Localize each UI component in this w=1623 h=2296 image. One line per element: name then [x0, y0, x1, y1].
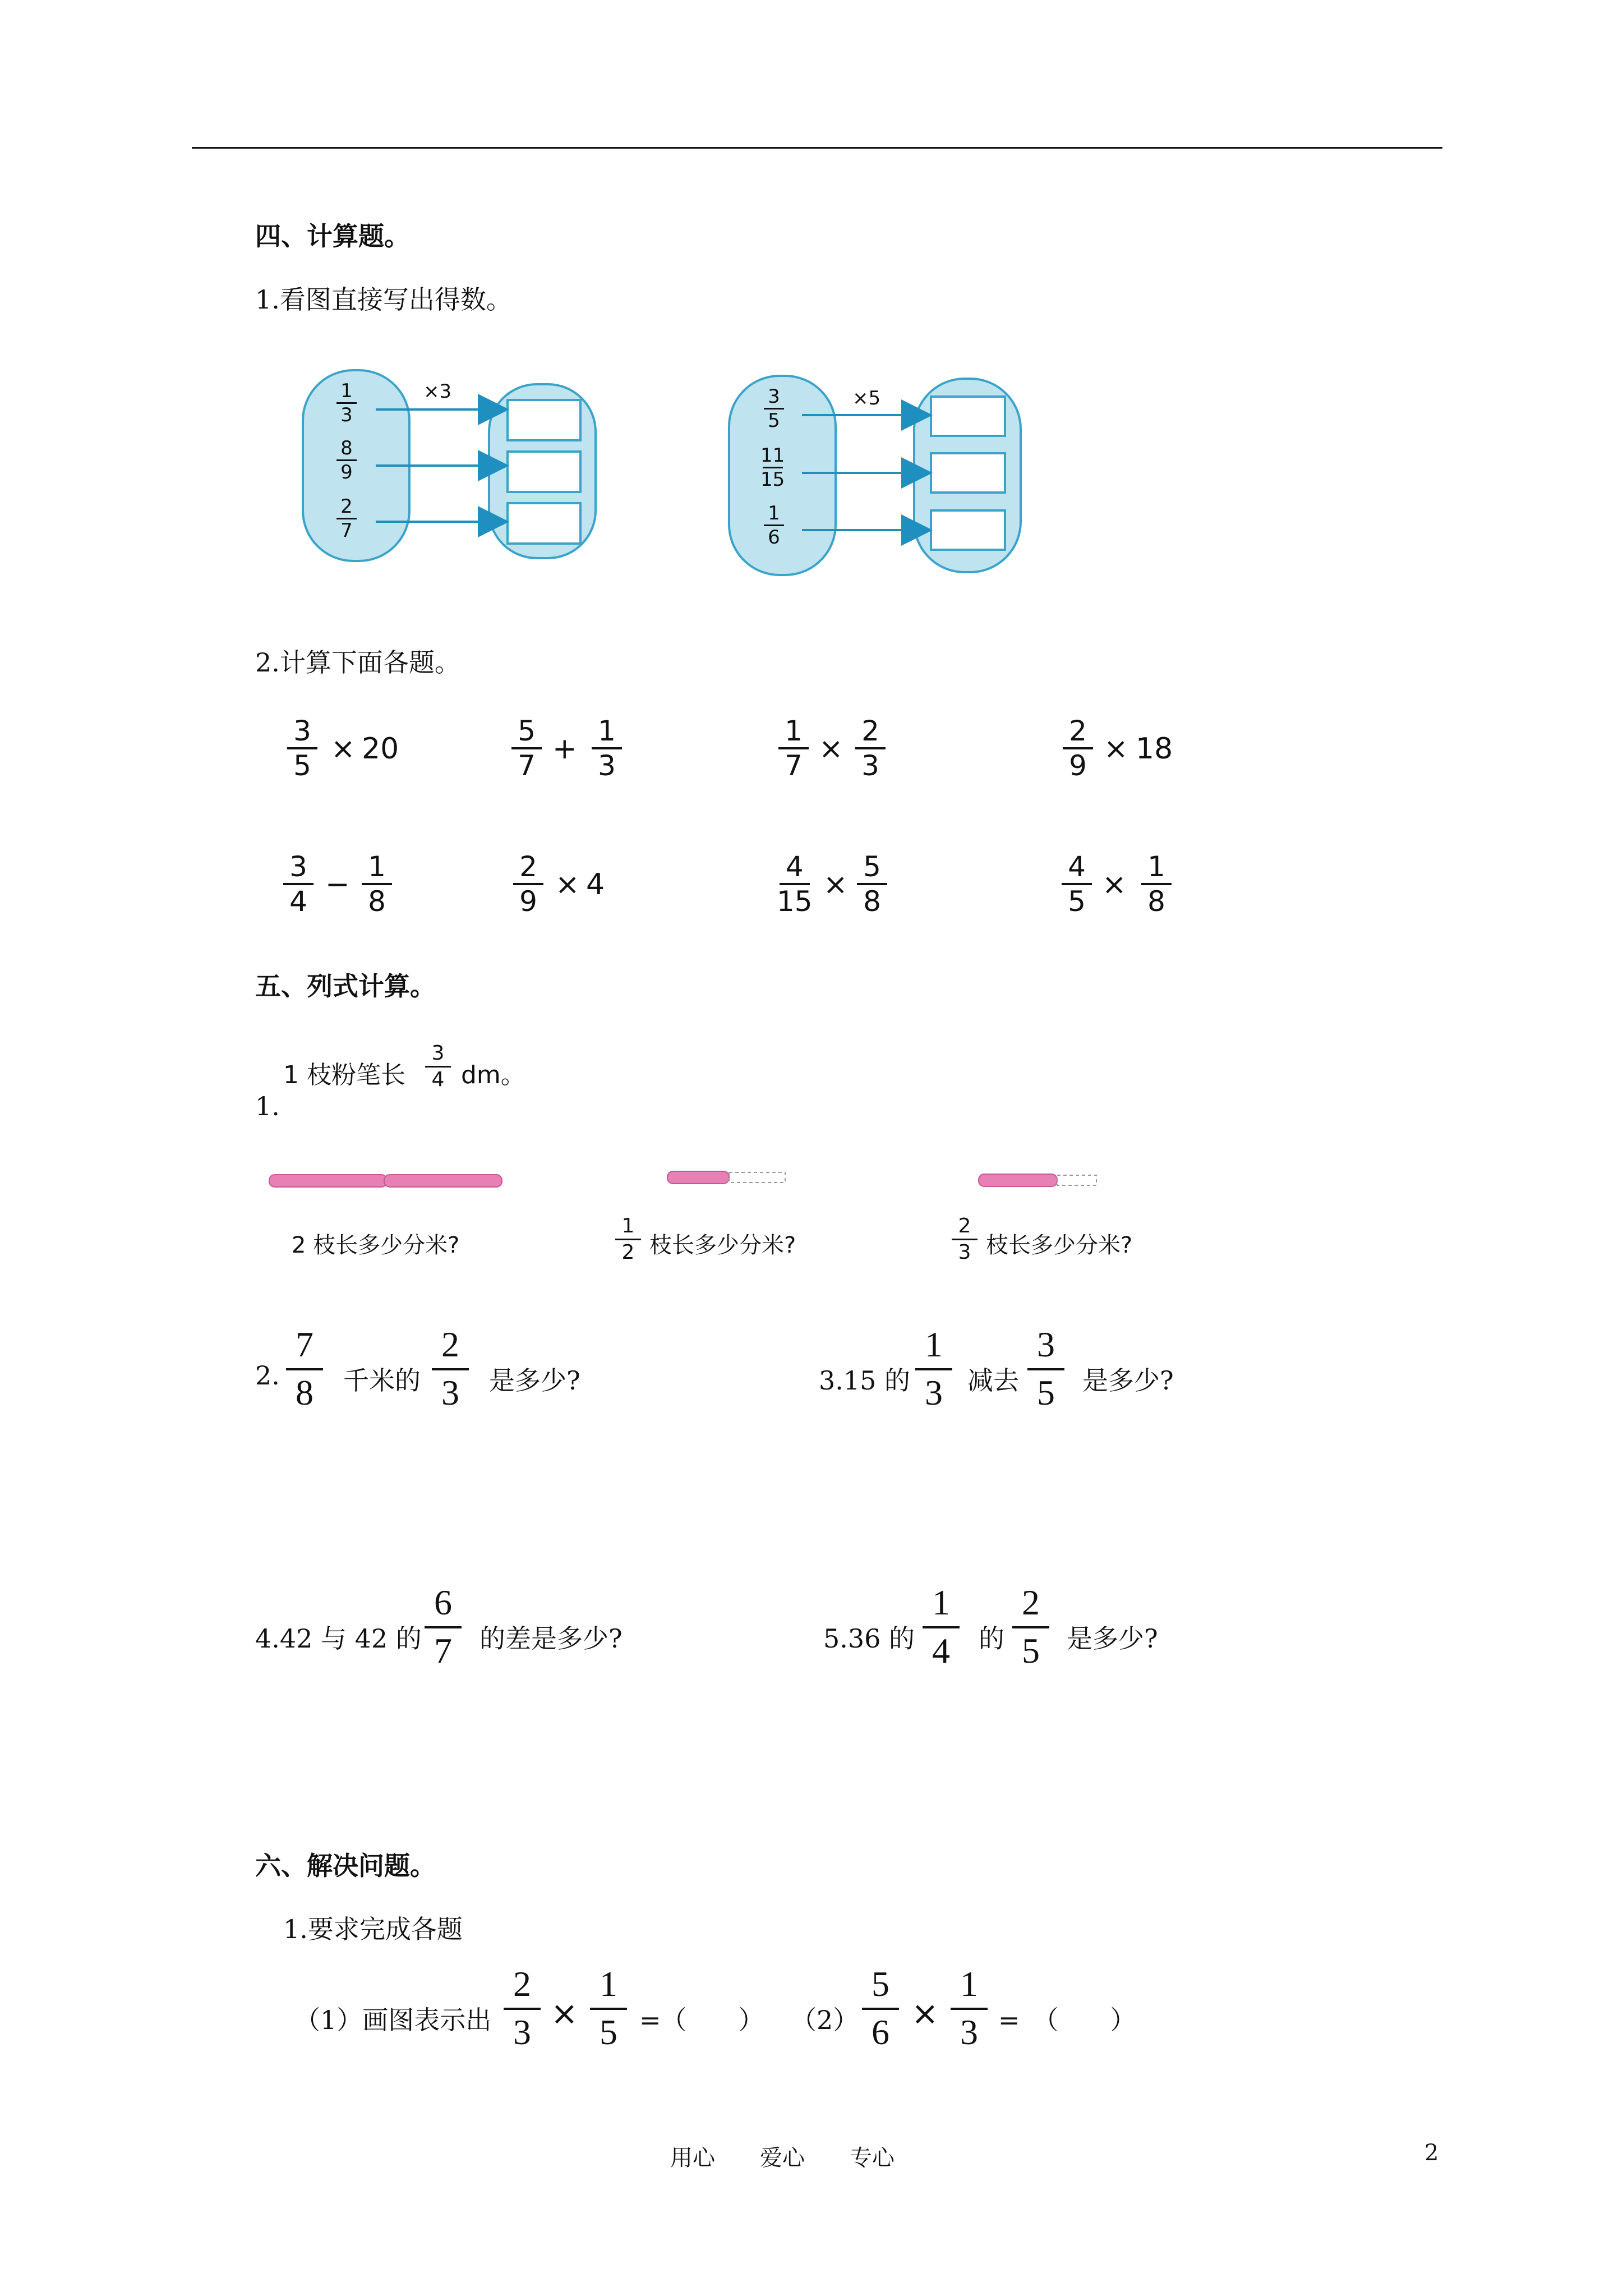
calc-r1c2-frac2: 1 3 [592, 717, 622, 780]
calc-r1c4-frac: 2 9 [1063, 717, 1093, 780]
calc-r1c4-num: 18 [1136, 732, 1173, 766]
chalk-caption-2-frac: 1 2 [615, 1216, 641, 1263]
chalk-stem-prefix: 1 枝粉笔长 [283, 1061, 405, 1089]
multiplier-left: ×3 [423, 380, 452, 403]
chalk-caption-2: 枝长多少分米? [649, 1232, 796, 1258]
q3-mid: 减去 [967, 1365, 1019, 1396]
s6-p1-tail: =（ ） [639, 2005, 764, 2035]
s6-p1-op: × [551, 1994, 578, 2032]
section5-title: 五、列式计算。 [255, 971, 436, 1001]
calc-r2c2-frac: 2 9 [513, 853, 543, 915]
s6-p2-frac2: 1 3 [951, 1966, 988, 2050]
q5-prefix: 5.36 的 [823, 1623, 915, 1654]
q3-frac2: 3 5 [1027, 1327, 1064, 1411]
q4-frac1: 6 7 [425, 1585, 462, 1669]
calc-r1c2-op: + [552, 732, 577, 766]
s6-p1-prefix: （1）画图表示出 [294, 2005, 492, 2035]
calc-r2c4-op: × [1102, 868, 1127, 901]
s6-p2-tail: = （ ） [998, 2005, 1136, 2035]
calc-r2c4-frac1: 4 5 [1062, 853, 1092, 915]
q2-mid: 千米的 [343, 1365, 421, 1396]
q2-frac1: 7 8 [286, 1327, 323, 1411]
calc-r1c4-op: × [1104, 732, 1128, 766]
calc-r2c1-op: − [325, 868, 350, 901]
header-rule [192, 147, 1442, 149]
q2-tail: 是多少? [489, 1365, 580, 1396]
q5-frac2: 2 5 [1012, 1585, 1049, 1669]
chalk-half-piece [665, 1167, 794, 1189]
section4-title: 四、计算题。 [255, 221, 410, 251]
calc-r2c3-frac1: 4 15 [777, 850, 813, 918]
section6-title: 六、解决问题。 [255, 1851, 436, 1881]
calc-r1c3-op: × [819, 732, 843, 766]
section5-q1-number: 1. [255, 1091, 280, 1121]
q5-mid: 的 [979, 1623, 1004, 1654]
calc-r1c2-frac1: 5 7 [511, 717, 542, 780]
chalk-stem-unit: dm。 [461, 1061, 525, 1089]
s6-p1-frac2: 1 5 [590, 1966, 627, 2050]
section4-q1-label: 1.看图直接写出得数。 [255, 284, 512, 315]
calc-r2c1-frac2: 1 8 [362, 853, 392, 915]
section6-q1-label: 1.要求完成各题 [283, 1914, 463, 1944]
calc-r1c3-frac2: 2 3 [855, 717, 886, 780]
calc-r1c3-frac1: 1 7 [778, 717, 809, 780]
calc-r2c2-num: 4 [586, 868, 605, 901]
calc-r2c2-op: × [555, 868, 580, 901]
chalk-stem-frac: 3 4 [425, 1043, 451, 1090]
s6-p1-frac1: 2 3 [504, 1966, 541, 2050]
page-number: 2 [1424, 2140, 1439, 2166]
calc-r1c1-frac: 3 5 [287, 717, 317, 780]
calc-r2c3-frac2: 5 8 [857, 853, 887, 915]
chalk-caption-3-frac: 2 3 [952, 1216, 978, 1263]
q5-tail: 是多少? [1067, 1623, 1158, 1654]
calc-r2c3-op: × [823, 868, 848, 901]
calc-r1c1-num: 20 [362, 732, 399, 766]
q3-frac1: 1 3 [915, 1327, 952, 1411]
calc-r1c1-op: × [331, 732, 356, 766]
s6-p2-prefix: （2） [791, 2005, 859, 2035]
chalk-caption-3: 枝长多少分米? [986, 1232, 1133, 1258]
diagram-right-input-1: 3 5 [764, 387, 784, 430]
q3-tail: 是多少? [1082, 1365, 1174, 1396]
s6-p2-op: × [911, 1994, 939, 2032]
calc-r2c1-frac1: 3 4 [283, 853, 313, 915]
diagram-right-input-3: 1 6 [764, 504, 784, 547]
calc-r2c4-frac2: 1 8 [1141, 853, 1172, 915]
q4-tail: 的差是多少? [479, 1623, 623, 1654]
q3-prefix: 3.15 的 [819, 1365, 911, 1396]
footer-text: 用心 爱心 专心 [670, 2145, 895, 2171]
q2-number: 2. [255, 1360, 280, 1391]
multiplier-right: ×5 [852, 387, 881, 409]
section4-q2-label: 2.计算下面各题。 [255, 647, 460, 678]
diagram-left-input-3: 2 7 [336, 497, 357, 540]
s6-p2-frac1: 5 6 [862, 1966, 899, 2050]
chalk-two-thirds-piece [976, 1170, 1105, 1192]
q4-prefix: 4.42 与 42 的 [255, 1623, 422, 1654]
q2-frac2: 2 3 [432, 1327, 469, 1411]
diagram-left-input-2: 8 9 [336, 439, 357, 482]
diagram-right-input-2: 11 15 [760, 444, 785, 491]
chalk-two-pieces [264, 1167, 510, 1195]
diagram-left-input-1: 1 3 [336, 381, 357, 425]
chalk-caption-1: 2 枝长多少分米? [292, 1232, 460, 1258]
q5-frac1: 1 4 [923, 1585, 960, 1669]
